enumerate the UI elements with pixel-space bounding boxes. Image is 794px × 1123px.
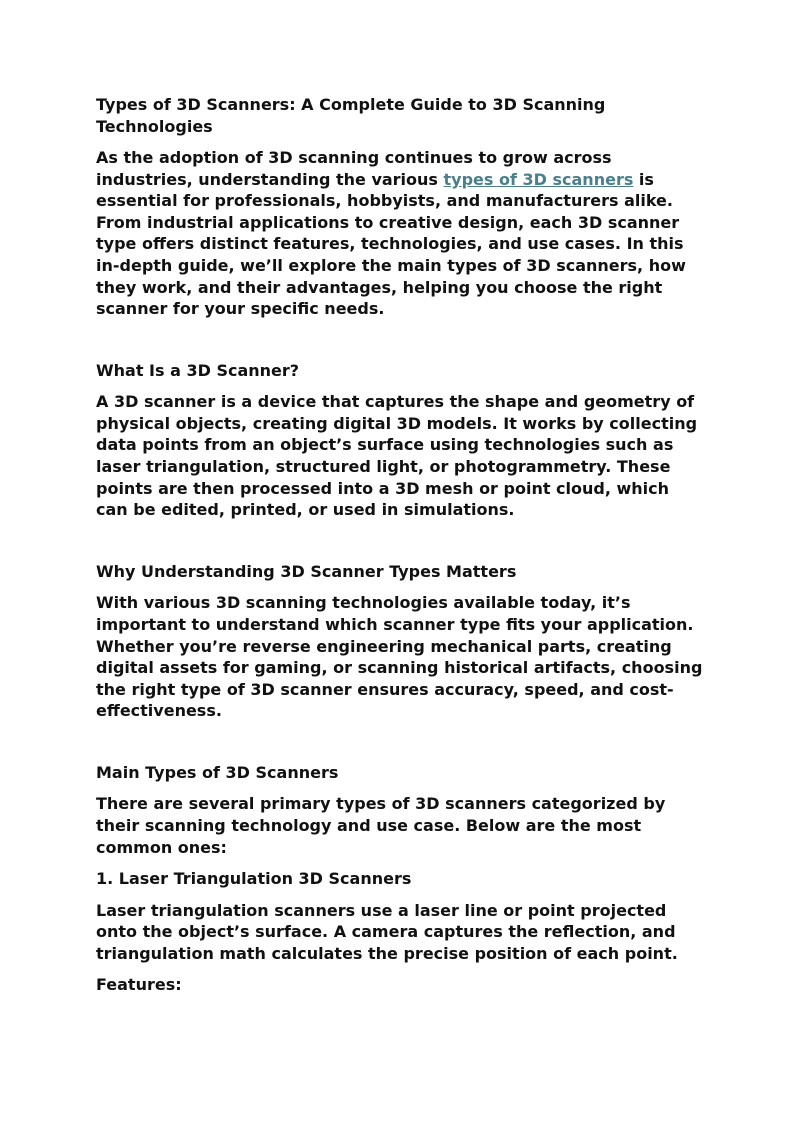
document-page	[96, 94, 706, 1006]
intro-paragraph	[96, 147, 706, 320]
subsection-body-laser-triangulation: Laser triangulation scanners use a laser line or point projected onto the object’s surface. A camera captures the reflection, and triangulation math calculates the precise position of each point.	[96, 900, 678, 963]
section-body-main-types: There are several primary types of 3D scanners categorized by their scanning technology and use case. Below are the most common ones:	[96, 794, 666, 857]
section-heading-why-matters: Why Understanding 3D Scanner Types Matters	[96, 561, 517, 581]
intro-text-after-link: is essential for professionals, hobbyists, and manufacturers alike. From industrial applications to creative design, each 3D scanner type offers distinct features, technologies, and use cases. In this in-depth guide, we’ll explore the main types of 3D scanners, how they work, and their advantages, helping you choose the right scanner for your specific needs.	[96, 169, 686, 319]
section-body-what-is: A 3D scanner is a device that captures the shape and geometry of physical objects, creating digital 3D models. It works by collecting data points from an object’s surface using technologies such as laser triangulation, structured light, or photogrammetry. These points are then processed into a 3D mesh or point cloud, which can be edited, printed, or used in simulations.	[96, 392, 698, 520]
document-title: Types of 3D Scanners: A Complete Guide to 3D Scanning Technologies	[96, 95, 606, 136]
section-heading-what-is: What Is a 3D Scanner?	[96, 360, 300, 380]
features-label: Features:	[96, 975, 182, 995]
subsection-heading-laser-triangulation: 1. Laser Triangulation 3D Scanners	[96, 869, 412, 889]
section-body-why-matters: With various 3D scanning technologies available today, it’s important to understand which scanner type fits your application. Whether you’re reverse engineering mechanical parts, creating digital assets for gaming, or scanning historical artifacts, choosing the right type of 3D scanner ensures accuracy, speed, and cost-effectiveness.	[96, 593, 703, 721]
section-heading-main-types: Main Types of 3D Scanners	[96, 762, 339, 782]
intro-text-before-link: As the adoption of 3D scanning continues to grow across industries, understanding the various	[96, 148, 612, 189]
types-of-3d-scanners-link[interactable]: types of 3D scanners	[443, 169, 634, 189]
